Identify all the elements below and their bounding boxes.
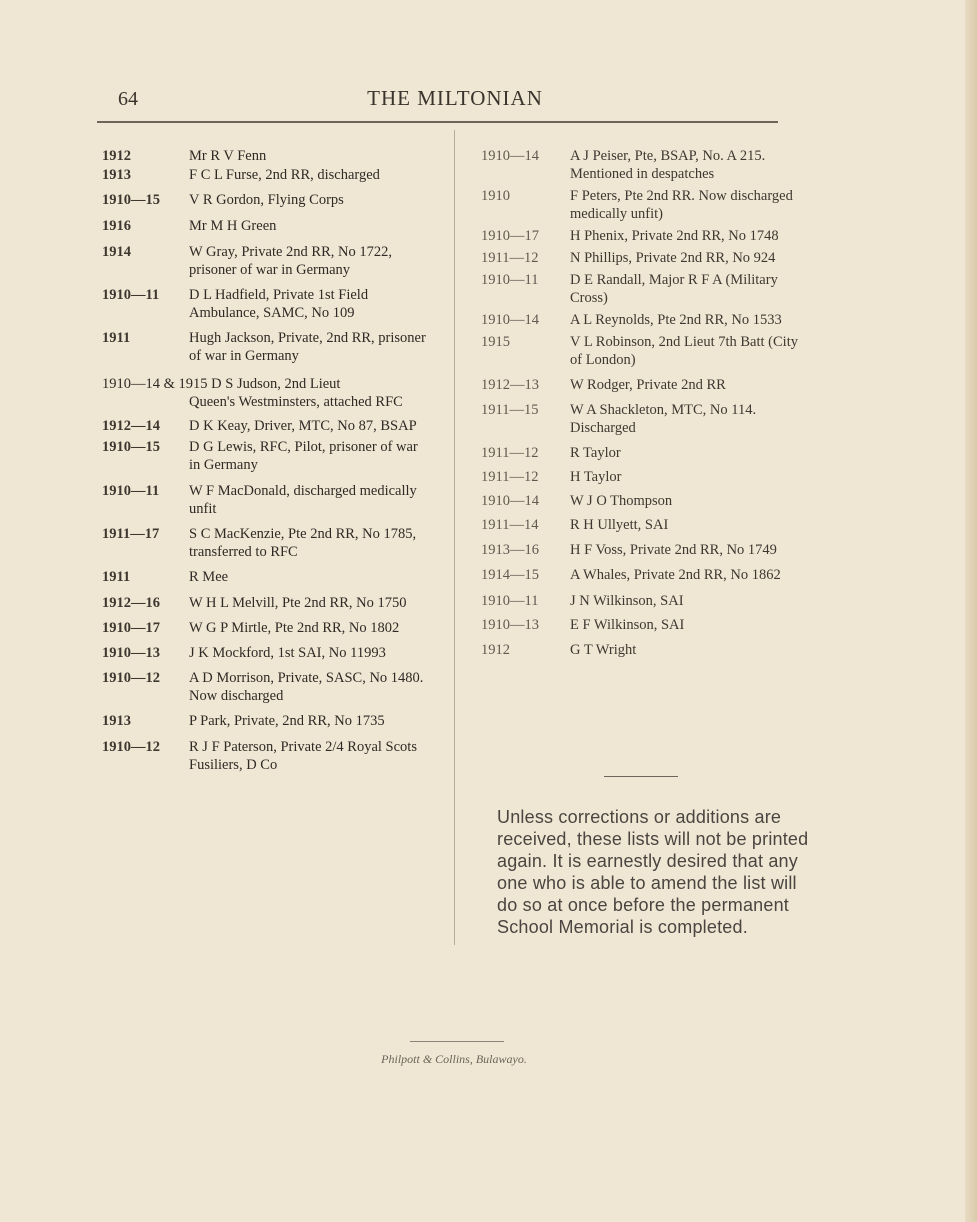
- list-item: [481, 147, 811, 183]
- list-item: [102, 594, 437, 612]
- entry-year: 1911: [102, 569, 131, 585]
- list-item: [102, 191, 437, 209]
- entry-text: H F Voss, Private 2nd RR, No 1749: [570, 542, 777, 558]
- entry-text: R H Ullyett, SAI: [570, 517, 669, 533]
- list-item: [481, 516, 811, 534]
- list-item: [481, 249, 811, 267]
- entry-year: 1916: [102, 218, 131, 234]
- entry-year: 1910—11: [102, 483, 160, 499]
- entry-year: 1911—12: [481, 250, 539, 266]
- entry-text: R Mee: [189, 569, 229, 585]
- entry-year: 1911—12: [481, 469, 539, 485]
- entry-text: W J O Thompson: [570, 493, 673, 509]
- entry-text: A Whales, Private 2nd RR, No 1862: [570, 567, 781, 583]
- entry-year: 1912—16: [102, 595, 160, 611]
- entry-year: 1911—12: [481, 445, 539, 461]
- right-column: [481, 147, 811, 659]
- entry-year: 1910—15: [102, 439, 160, 455]
- entry-year: 1910—13: [481, 617, 539, 633]
- entry-text: D G Lewis, RFC, Pilot, prisoner of war in Germany: [189, 439, 418, 473]
- entry-year: 1910—14: [481, 493, 539, 509]
- list-item: [481, 376, 811, 394]
- entry-year: 1910—11: [481, 272, 539, 288]
- entry-year: 1910—13: [102, 645, 160, 661]
- entry-year: 1910—17: [102, 620, 160, 636]
- list-item: [481, 444, 811, 462]
- entry-text: G T Wright: [570, 642, 637, 658]
- entry-year: 1910—15: [102, 192, 160, 208]
- list-item: [481, 227, 811, 245]
- printer-imprint: Philpott & Collins, Bulawayo.: [381, 1052, 527, 1066]
- entry-text: W Gray, Private 2nd RR, No 1722, prisoner of war in Germany: [189, 244, 392, 278]
- entry-year: 1910—11: [481, 593, 539, 609]
- entry-year: 1910—17: [481, 228, 539, 244]
- entry-text: J K Mockford, 1st SAI, No 11993: [189, 645, 386, 661]
- entry-text: Mr M H Green: [189, 218, 277, 234]
- list-item: [102, 738, 437, 774]
- list-item: [102, 166, 437, 184]
- entry-text: F Peters, Pte 2nd RR. Now discharged medically unfit): [570, 188, 793, 222]
- list-item: [102, 329, 437, 365]
- entry-text: W G P Mirtle, Pte 2nd RR, No 1802: [189, 620, 400, 636]
- entry-year-line: 1910—14 & 1915 D S Judson, 2nd Lieut: [102, 376, 341, 392]
- entry-text: P Park, Private, 2nd RR, No 1735: [189, 713, 385, 729]
- entry-year: 1910—12: [102, 670, 160, 686]
- footer-rule: [410, 1041, 504, 1042]
- list-item: [102, 568, 437, 586]
- list-item: [102, 417, 437, 435]
- entry-text: A L Reynolds, Pte 2nd RR, No 1533: [570, 312, 782, 328]
- list-item: [481, 333, 811, 369]
- entry-year: 1912: [102, 148, 131, 164]
- entry-text: N Phillips, Private 2nd RR, No 924: [570, 250, 776, 266]
- column-divider: [454, 130, 455, 945]
- entry-text: F C L Furse, 2nd RR, discharged: [189, 167, 380, 183]
- list-item: [481, 468, 811, 486]
- entry-text: R Taylor: [570, 445, 621, 461]
- list-item: [102, 619, 437, 637]
- entry-year: 1910—12: [102, 739, 160, 755]
- list-item: [481, 311, 811, 329]
- entry-year: 1914: [102, 244, 131, 260]
- list-item: [102, 286, 437, 322]
- entry-text: V R Gordon, Flying Corps: [189, 192, 344, 208]
- entry-year: 1913: [102, 713, 131, 729]
- list-item: [481, 566, 811, 584]
- list-item: [102, 375, 437, 411]
- entry-year: 1913: [102, 167, 131, 183]
- entry-text: W Rodger, Private 2nd RR: [570, 377, 726, 393]
- list-item: [481, 271, 811, 307]
- list-item: [481, 616, 811, 634]
- list-item: [481, 592, 811, 610]
- entry-year: 1911—14: [481, 517, 539, 533]
- list-item: [102, 525, 437, 561]
- entry-year: 1911—17: [102, 526, 160, 542]
- page-title: THE MILTONIAN: [367, 86, 543, 110]
- entry-text: D L Hadfield, Private 1st Field Ambulance, SAMC, No 109: [189, 287, 369, 321]
- entry-text: H Phenix, Private 2nd RR, No 1748: [570, 228, 779, 244]
- section-rule: [604, 776, 678, 777]
- list-item: [102, 217, 437, 235]
- entry-text: E F Wilkinson, SAI: [570, 617, 685, 633]
- entry-year: 1912—14: [102, 418, 160, 434]
- entry-year: 1911—15: [481, 402, 539, 418]
- entry-year: 1911: [102, 330, 131, 346]
- entry-text: R J F Paterson, Private 2/4 Royal Scots Fusiliers, D Co: [189, 739, 417, 773]
- list-item: [102, 438, 437, 474]
- list-item: [102, 644, 437, 662]
- entry-year: 1910—14: [481, 148, 539, 164]
- entry-text: D E Randall, Major R F A (Military Cross): [570, 272, 778, 306]
- header-rule: [97, 121, 778, 123]
- entry-text: Hugh Jackson, Private, 2nd RR, prisoner of war in Germany: [189, 330, 426, 364]
- entry-year: 1910—14: [481, 312, 539, 328]
- closing-note: Unless corrections or additions are received, these lists will not be printed again. It is earnestly desired that any one who is able to amend the list will do so at once before the permanent School Memorial is completed.: [497, 807, 809, 937]
- entry-text: A J Peiser, Pte, BSAP, No. A 215. Mentioned in despatches: [570, 148, 766, 182]
- left-column: [102, 147, 437, 774]
- list-item: [481, 541, 811, 559]
- page-number: 64: [118, 88, 138, 110]
- entry-year: 1910: [481, 188, 510, 204]
- entry-text: S C MacKenzie, Pte 2nd RR, No 1785, transferred to RFC: [189, 526, 417, 560]
- page-edge: [965, 0, 977, 1222]
- list-item: [102, 147, 437, 165]
- list-item: [481, 187, 811, 223]
- entry-year: 1915: [481, 334, 510, 350]
- entry-text: H Taylor: [570, 469, 622, 485]
- entry-text: V L Robinson, 2nd Lieut 7th Batt (City of London): [570, 334, 798, 368]
- list-item: [102, 712, 437, 730]
- list-item: [102, 243, 437, 279]
- entry-text: Queen's Westminsters, attached RFC: [189, 394, 403, 410]
- entry-text: W F MacDonald, discharged medically unfit: [189, 483, 417, 517]
- entry-year: 1914—15: [481, 567, 539, 583]
- entry-text: W A Shackleton, MTC, No 114. Discharged: [570, 402, 757, 436]
- entry-year: 1912—13: [481, 377, 539, 393]
- list-item: [481, 401, 811, 437]
- list-item: [102, 669, 437, 705]
- entry-year: 1912: [481, 642, 510, 658]
- list-item: [102, 482, 437, 518]
- list-item: [481, 492, 811, 510]
- entry-text: W H L Melvill, Pte 2nd RR, No 1750: [189, 595, 407, 611]
- entry-text: D K Keay, Driver, MTC, No 87, BSAP: [189, 418, 417, 434]
- entry-year: 1910—11: [102, 287, 160, 303]
- entry-text: Mr R V Fenn: [189, 148, 267, 164]
- entry-year: 1913—16: [481, 542, 539, 558]
- entry-text: A D Morrison, Private, SASC, No 1480. Now discharged: [189, 670, 424, 704]
- list-item: [481, 641, 811, 659]
- entry-text: J N Wilkinson, SAI: [570, 593, 684, 609]
